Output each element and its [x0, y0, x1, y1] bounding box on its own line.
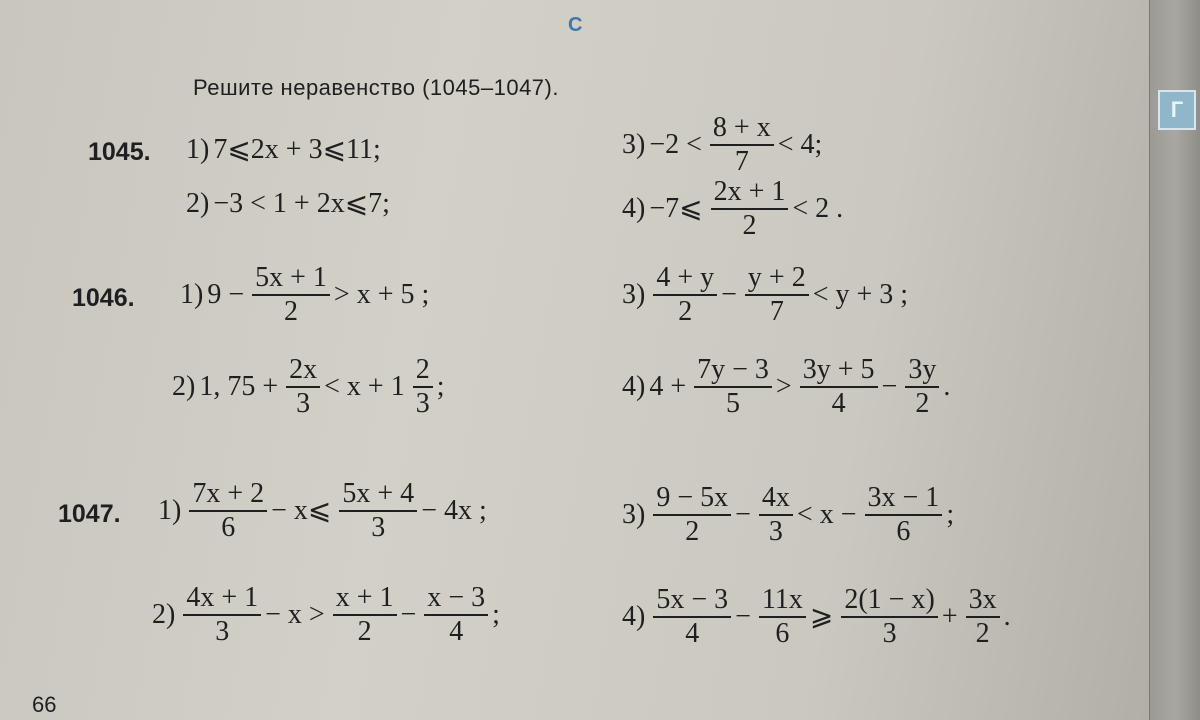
item-1047-1: [158, 478, 491, 544]
item-label: 1): [158, 495, 182, 527]
denominator: 4: [685, 618, 700, 650]
denominator: 3: [768, 516, 783, 548]
fraction: [694, 354, 772, 420]
item-label: 3): [622, 499, 646, 531]
fraction: [286, 354, 320, 420]
item-label: 1): [186, 134, 210, 165]
numerator: 2x: [286, 354, 320, 388]
fraction: [710, 112, 774, 178]
item-label: 3): [622, 129, 646, 161]
item-1047-4: [622, 584, 1015, 650]
fraction: [653, 482, 731, 548]
denominator: 3: [371, 512, 386, 544]
numerator: 3y: [905, 354, 939, 388]
numerator: 3x − 1: [865, 482, 943, 516]
section-letter: С: [568, 14, 583, 36]
expression-middle: − x⩽: [271, 495, 332, 527]
fraction: [183, 582, 261, 648]
denominator: 6: [775, 618, 790, 650]
numerator: 3y + 5: [800, 354, 878, 388]
fraction: [966, 584, 1000, 650]
expression-prefix: 4 +: [649, 371, 687, 403]
item-label: 2): [152, 599, 176, 631]
fraction: [865, 482, 943, 548]
operator: +: [941, 601, 958, 633]
item-label: 4): [622, 193, 646, 225]
denominator: 7: [734, 146, 749, 178]
operator: −: [721, 279, 737, 311]
denominator: 2: [742, 210, 757, 242]
item-1046-1: [180, 262, 433, 328]
denominator: 4: [831, 388, 846, 420]
operator: −: [400, 599, 417, 631]
problem-number-1045: 1045.: [88, 138, 151, 166]
item-1046-4: [622, 354, 954, 420]
denominator: 3: [215, 616, 230, 648]
denominator: 3: [296, 388, 311, 420]
expression-suffix: > x + 5 ;: [333, 279, 430, 311]
item-1045-4: [622, 176, 847, 242]
numerator: x + 1: [333, 582, 397, 616]
expression-prefix: 1, 75 +: [199, 371, 279, 403]
problem-number-1047: 1047.: [58, 500, 121, 528]
numerator: 2(1 − x): [841, 584, 937, 618]
fraction: [905, 354, 939, 420]
fraction: [424, 582, 488, 648]
expression-suffix: < y + 3 ;: [812, 279, 909, 311]
expression-suffix: < 4;: [777, 129, 823, 161]
numerator: 2x + 1: [711, 176, 789, 210]
item-1046-2: [172, 354, 449, 420]
denominator: 6: [221, 512, 236, 544]
denominator: 4: [449, 616, 464, 648]
expression-suffix: < 2 .: [792, 193, 844, 225]
item-1047-3: [622, 482, 958, 548]
item-label: 1): [180, 279, 204, 311]
expression-prefix: −2 <: [649, 129, 702, 161]
expression-middle: < x + 1: [324, 371, 405, 403]
fraction: [759, 482, 793, 548]
item-label: 4): [622, 601, 646, 633]
expression: −3 < 1 + 2x⩽7;: [213, 188, 390, 219]
numerator: 8 + x: [710, 112, 774, 146]
fraction: [413, 354, 433, 420]
expression-suffix: .: [943, 371, 951, 403]
denominator: 2: [975, 618, 990, 650]
expression: 7⩽2x + 3⩽11;: [213, 134, 381, 165]
task-heading: Решите неравенство (1045–1047).: [193, 75, 559, 100]
numerator: 5x + 1: [252, 262, 330, 296]
item-label: 3): [622, 279, 646, 311]
denominator: 2: [284, 296, 299, 328]
expression-suffix: ;: [946, 499, 955, 531]
denominator: 6: [896, 516, 911, 548]
expression-suffix: .: [1003, 601, 1011, 633]
operator: >: [775, 371, 792, 403]
denominator: 3: [882, 618, 897, 650]
denominator: 2: [685, 516, 700, 548]
item-1046-3: [622, 262, 912, 328]
item-1047-2: [152, 582, 504, 648]
denominator: 2: [915, 388, 930, 420]
numerator: 5x − 3: [653, 584, 731, 618]
fraction: [711, 176, 789, 242]
numerator: 11x: [759, 584, 806, 618]
operator: ⩾: [809, 601, 834, 633]
problem-number-1046: 1046.: [72, 284, 135, 312]
fraction: [745, 262, 809, 328]
expression-middle: < x −: [796, 499, 857, 531]
numerator: x − 3: [424, 582, 488, 616]
item-label: 4): [622, 371, 646, 403]
item-1045-2: [186, 190, 394, 218]
numerator: 4x + 1: [183, 582, 261, 616]
fraction: [333, 582, 397, 648]
fraction: [653, 262, 717, 328]
fraction: [759, 584, 806, 650]
expression-middle: − x >: [265, 599, 325, 631]
expression-suffix: − 4x ;: [421, 495, 487, 527]
numerator: 7y − 3: [694, 354, 772, 388]
fraction: [841, 584, 937, 650]
numerator: 3x: [966, 584, 1000, 618]
operator: −: [881, 371, 898, 403]
edge-illustration: Г: [1158, 90, 1196, 130]
denominator: 5: [726, 388, 741, 420]
numerator: 4x: [759, 482, 793, 516]
item-1045-1: [186, 136, 385, 164]
operator: −: [735, 499, 751, 531]
fraction: [339, 478, 417, 544]
numerator: 9 − 5x: [653, 482, 731, 516]
fraction: [800, 354, 878, 420]
fraction: [252, 262, 330, 328]
numerator: 4 + y: [653, 262, 717, 296]
item-label: 2): [186, 188, 210, 219]
item-1045-3: [622, 112, 826, 178]
expression-prefix: 9 −: [207, 279, 245, 311]
numerator: 5x + 4: [339, 478, 417, 512]
fraction: [653, 584, 731, 650]
item-label: 2): [172, 371, 196, 403]
numerator: 2: [413, 354, 433, 388]
expression-suffix: ;: [492, 599, 500, 631]
expression-suffix: ;: [436, 371, 445, 403]
fraction: [189, 478, 267, 544]
numerator: 7x + 2: [189, 478, 267, 512]
numerator: y + 2: [745, 262, 809, 296]
denominator: 2: [678, 296, 693, 328]
operator: −: [735, 601, 751, 633]
denominator: 2: [357, 616, 372, 648]
denominator: 3: [415, 388, 430, 420]
denominator: 7: [769, 296, 784, 328]
expression-prefix: −7⩽: [649, 193, 703, 225]
page-number: 66: [32, 692, 57, 717]
